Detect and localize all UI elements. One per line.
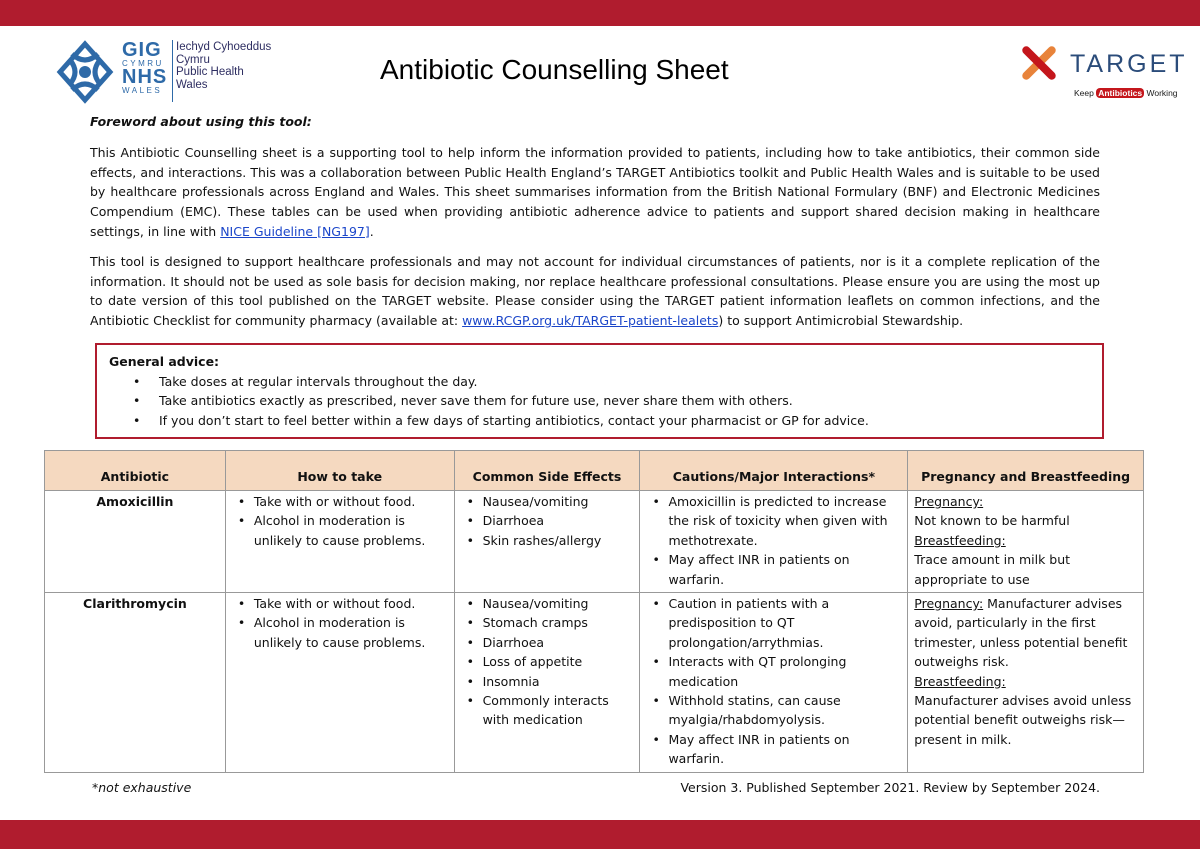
bullet: • <box>652 654 660 670</box>
foreword-paragraph-1 <box>90 143 1100 242</box>
rcgp-target-link[interactable]: www.RCGP.org.uk/TARGET-patient-lealets <box>462 313 719 329</box>
list-item-text: Nausea/vomiting <box>482 596 589 612</box>
bullet: • <box>466 494 474 509</box>
how-to-take-cell <box>225 491 454 593</box>
bullet: • <box>652 731 660 747</box>
list-item-text: Amoxicillin is predicted to increase the risk of toxicity when given with methotrexate. <box>668 494 888 548</box>
header-pregnancy: Pregnancy and Breastfeeding <box>908 451 1144 491</box>
cautions-cell <box>640 593 908 773</box>
pregnancy-label: Pregnancy: <box>914 596 984 612</box>
list-item-text: Withhold statins, can cause myalgia/rhabdomyolysis. <box>668 693 841 728</box>
gig-text: GIG <box>122 39 162 61</box>
bullet: • <box>652 494 660 509</box>
list-item <box>461 511 634 530</box>
wales-text: WALES <box>122 86 163 95</box>
tagline-before: Keep <box>1074 88 1097 98</box>
cautions-cell <box>640 491 908 593</box>
advice-item-text: If you don’t start to feel better within a few days of starting antibiotics, contact your pharmacist or GP for advice. <box>159 412 869 428</box>
general-advice-box <box>95 343 1104 439</box>
list-item-text: Take with or without food. <box>253 596 416 612</box>
list-item <box>232 511 448 550</box>
header-cautions: Cautions/Major Interactions* <box>640 451 908 491</box>
bullet: • <box>133 373 141 389</box>
header-side-effects: Common Side Effects <box>454 451 640 491</box>
bullet: • <box>237 615 246 631</box>
page-title: Antibiotic Counselling Sheet <box>380 54 729 85</box>
bullet: • <box>237 596 246 612</box>
advice-item <box>109 411 1090 431</box>
bullet: • <box>237 494 246 509</box>
list-item <box>461 652 634 671</box>
list-item-text: Diarrhoea <box>482 513 545 529</box>
table-header-row <box>45 451 1144 491</box>
para2-end: ) to support Antimicrobial Stewardship. <box>718 313 964 329</box>
bottom-banner <box>0 820 1200 849</box>
bullet: • <box>652 552 660 568</box>
public-health-wales-text <box>176 41 271 91</box>
pregnancy-text: Not known to be harmful <box>914 513 1070 529</box>
bullet: • <box>466 615 474 631</box>
logo-line-1: Iechyd Cyhoeddus <box>176 41 272 53</box>
list-item <box>461 672 634 691</box>
antibiotic-table <box>44 450 1144 773</box>
list-item-text: Nausea/vomiting <box>482 494 589 509</box>
breastfeeding-text: Trace amount in milk but appropriate to use <box>914 552 1071 587</box>
breastfeeding-label: Breastfeeding: <box>914 532 1006 548</box>
list-item <box>646 594 901 652</box>
nhs-text: NHS <box>122 66 168 88</box>
list-item-text: Take with or without food. <box>253 494 416 509</box>
advice-item-text: Take antibiotics exactly as prescribed, never save them for future use, never share them with others. <box>159 393 793 408</box>
bullet: • <box>466 634 474 650</box>
list-item-text: Loss of appetite <box>482 654 583 670</box>
list-item-text: Skin rashes/allergy <box>482 532 602 548</box>
list-item <box>646 652 901 691</box>
target-logo <box>1012 38 1188 102</box>
advice-item <box>109 372 1090 392</box>
list-item <box>646 492 901 550</box>
list-item <box>646 730 901 769</box>
version-text: Version 3. Published September 2021. Review by September 2024. <box>680 780 1100 795</box>
advice-item <box>109 391 1090 411</box>
target-tagline <box>1074 88 1178 98</box>
nice-guideline-link[interactable]: NICE Guideline [NG197] <box>220 223 370 239</box>
para1-text: This Antibiotic Counselling sheet is a supporting tool to help inform the information provided to patients, including how to take antibiotics, their common side effects, and interactions. This was a collaboration between Public Health England’s TARGET Antibiotics toolkit and Public Health Wales and is suitable to be used by healthcare professionals across England and Wales. This sheet summarises information from the British National Formulary (BNF) and Electronic Medicines Compendium (EMC). These tables can be used when providing antibiotic adherence advice to patients and support shared decision making in healthcare settings, in line with <box>90 144 1100 239</box>
list-item <box>461 633 634 652</box>
pill-cross-icon <box>1016 40 1062 86</box>
logo-line-3: Public Health <box>176 66 244 78</box>
list-item-text: Diarrhoea <box>482 634 545 650</box>
list-item <box>232 492 448 511</box>
pregnancy-label: Pregnancy: <box>914 494 984 509</box>
list-item-text: Insomnia <box>482 673 540 689</box>
list-item <box>232 594 448 613</box>
table-row <box>45 491 1144 593</box>
foreword-paragraph-2 <box>90 252 1100 331</box>
list-item-text: May affect INR in patients on warfarin. <box>668 731 850 767</box>
list-item-text: Stomach cramps <box>482 615 588 631</box>
pregnancy-cell <box>908 491 1144 593</box>
para1-end: . <box>369 223 374 239</box>
footnote: *not exhaustive <box>92 780 192 795</box>
bullet: • <box>237 513 246 529</box>
antibiotic-name: Clarithromycin <box>45 593 226 773</box>
advice-item-text: Take doses at regular intervals throughout the day. <box>159 373 478 389</box>
list-item <box>232 613 448 652</box>
bullet: • <box>466 693 474 709</box>
bullet: • <box>466 513 474 529</box>
bullet: • <box>466 596 474 612</box>
side-effects-cell <box>454 491 640 593</box>
nhs-wales-logo <box>52 40 287 104</box>
tagline-pill: Antibiotics <box>1098 88 1143 98</box>
side-effects-cell <box>454 593 640 773</box>
bullet: • <box>466 654 474 670</box>
list-item <box>646 550 901 589</box>
how-to-take-cell <box>225 593 454 773</box>
logo-line-4: Wales <box>176 78 208 91</box>
list-item-text: Caution in patients with a predisposition to QT prolongation/arrythmias. <box>668 596 830 650</box>
table-row <box>45 593 1144 773</box>
list-item <box>461 492 634 511</box>
pregnancy-cell <box>908 593 1144 773</box>
cymru-text: CYMRU <box>122 59 164 68</box>
list-item-text: Interacts with QT prolonging medication <box>668 654 847 689</box>
bullet: • <box>652 693 660 709</box>
bullet: • <box>133 393 141 408</box>
list-item-text: Alcohol in moderation is unlikely to cause problems. <box>253 615 426 650</box>
bullet: • <box>133 412 141 428</box>
foreword-heading: Foreword about using this tool: <box>90 114 312 129</box>
list-item-text: Alcohol in moderation is unlikely to cause problems. <box>253 513 426 548</box>
logo-line-2: Cymru <box>176 53 210 66</box>
top-banner <box>0 0 1200 26</box>
list-item <box>461 613 634 632</box>
list-item-text: Commonly interacts with medication <box>482 693 609 728</box>
list-item <box>461 691 634 730</box>
list-item <box>461 594 634 613</box>
logo-divider <box>172 40 173 102</box>
list-item <box>461 531 634 550</box>
general-advice-title: General advice: <box>109 354 220 369</box>
celtic-knot-icon <box>52 40 118 104</box>
breastfeeding-label: Breastfeeding: <box>914 673 1006 689</box>
target-wordmark: TARGET <box>1070 50 1188 78</box>
breastfeeding-text: Manufacturer advises avoid unless potential benefit outweighs risk—present in milk. <box>914 693 1132 747</box>
list-item <box>646 691 901 730</box>
foreword-section <box>90 112 1100 341</box>
bullet: • <box>652 596 660 612</box>
pregnancy-text: Manufacturer advises avoid, particularly in the first trimester, unless potential benefit outweighs risk. <box>914 596 1128 670</box>
header-antibiotic: Antibiotic <box>45 451 226 491</box>
bullet: • <box>466 532 474 548</box>
list-item-text: May affect INR in patients on warfarin. <box>668 552 850 587</box>
header-how-to-take: How to take <box>225 451 454 491</box>
bullet: • <box>466 673 474 689</box>
para2-text: This tool is designed to support healthcare professionals and may not account for individual circumstances of patients, nor is it a complete replication of the information. It should not be used as sole basis for decision making, nor replace healthcare professional consultations. Please ensure you are using the most up to date version of this tool published on the TARGET website. Please consider using the TARGET patient information leaflets on common infections, and the Antibiotic Checklist for community pharmacy (available at: <box>90 253 1100 329</box>
tagline-after: Working <box>1144 88 1178 98</box>
antibiotic-name: Amoxicillin <box>45 491 226 593</box>
